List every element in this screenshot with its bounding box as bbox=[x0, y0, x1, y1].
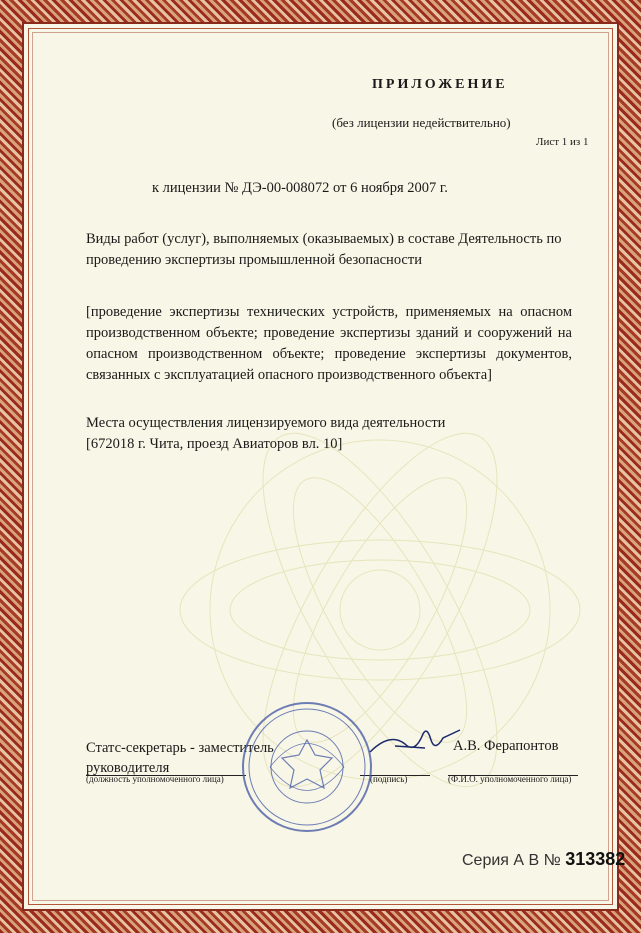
series-number bbox=[462, 849, 625, 870]
signatory-name: А.В. Ферапонтов bbox=[453, 738, 559, 754]
signatory-position-line-1: Статс-секретарь - заместитель bbox=[86, 740, 274, 756]
caption-position: (должность уполномоченного лица) bbox=[86, 774, 224, 784]
series-prefix: Серия А В № bbox=[462, 852, 561, 869]
document-title: ПРИЛОЖЕНИЕ bbox=[372, 77, 508, 92]
work-scope-paragraph: [проведение экспертизы технических устройств, применяемых на опасном производственном объекте; проведение экспертизы зданий и сооружений на опасном производственном объекте; проведение экспертизы документов, связанных с эксплуатацией опасного производственного объекта] bbox=[86, 304, 572, 383]
official-seal-stamp bbox=[240, 700, 375, 835]
validity-note: (без лицензии недействительно) bbox=[332, 115, 511, 130]
series-number-value: 313382 bbox=[565, 849, 626, 869]
caption-name: (Ф.И.О. уполномоченного лица) bbox=[448, 774, 572, 784]
handwritten-signature bbox=[365, 722, 465, 762]
sheet-number: Лист 1 из 1 bbox=[536, 136, 589, 148]
work-types-paragraph: Виды работ (услуг), выполняемых (оказываемых) в составе Деятельность по проведению экспертизы промышленной безопасности bbox=[86, 231, 562, 268]
places-block bbox=[86, 413, 572, 455]
places-value: [672018 г. Чита, проезд Авиаторов вл. 10] bbox=[86, 436, 343, 452]
places-label: Места осуществления лицензируемого вида деятельности bbox=[86, 415, 446, 431]
signatory-position-line-2: руководителя bbox=[86, 760, 170, 776]
license-reference: к лицензии № ДЭ-00-008072 от 6 ноября 2007 г. bbox=[152, 180, 448, 196]
caption-signature: (подпись) bbox=[370, 774, 408, 784]
